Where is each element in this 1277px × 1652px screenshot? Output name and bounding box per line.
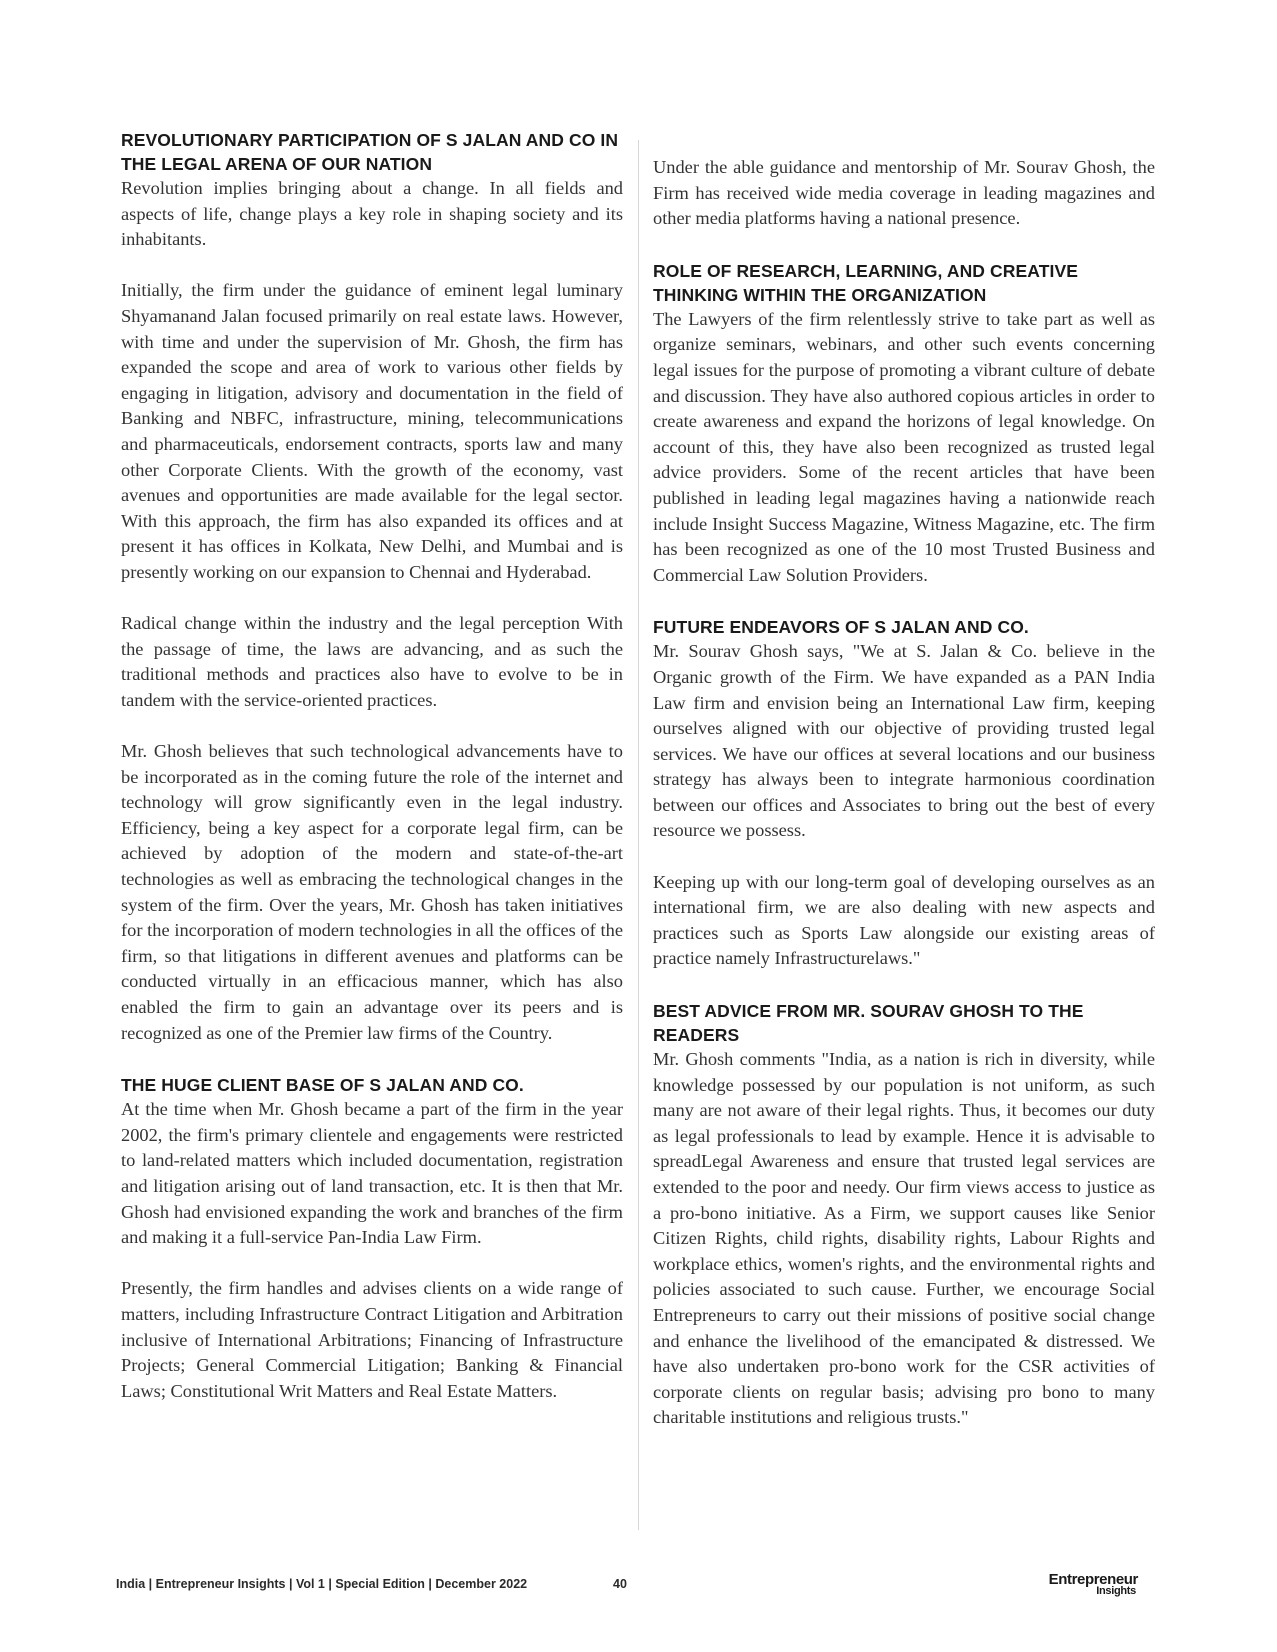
paragraph: Revolution implies bringing about a change. In all fields and aspects of life, change plays a key role in shaping society and its inhabitants. — [121, 178, 623, 250]
section-heading-research-learning: ROLE OF RESEARCH, LEARNING, AND CREATIVE THINKING WITHIN THE ORGANIZATION — [653, 260, 1078, 305]
section-heading-best-advice: BEST ADVICE FROM MR. SOURAV GHOSH TO THE READERS — [653, 1001, 1084, 1046]
section-heading-future-endeavors: FUTURE ENDEAVORS OF S JALAN AND CO. — [653, 617, 1029, 638]
paragraph: Under the able guidance and mentorship of Mr. Sourav Ghosh, the Firm has received wide media coverage in leading magazines and other media platforms having a national presence. — [653, 157, 1155, 229]
right-column — [653, 155, 1155, 1431]
paragraph: Mr. Ghosh comments "India, as a nation is rich in diversity, while knowledge possessed by our population is not uniform, as such many are not aware of their legal rights. Thus, it becomes our duty as legal professionals to lead by example. Hence it is advisable to spreadLegal Awareness and ensure that trusted legal services are extended to the poor and needy. Our firm views access to justice as a pro-bono initiative. As a Firm, we support causes like Senior Citizen Rights, child rights, disability rights, Labour Rights and workplace ethics, women's rights, and the environmental rights and policies associated to such cause. Further, we encourage Social Entrepreneurs to carry out their missions of positive social change and enhance the livelihood of the emancipated & distressed. We have also undertaken pro-bono work for the CSR activities of corporate clients on regular basis; advising pro bono to many charitable institutions and religious trusts." — [653, 1049, 1155, 1428]
paragraph: Keeping up with our long-term goal of developing ourselves as an international firm, we are also dealing with new aspects and practices such as Sports Law alongside our existing areas of practice namely Infrastructurelaws." — [653, 871, 1155, 969]
page-number: 40 — [613, 1577, 627, 1591]
paragraph: At the time when Mr. Ghosh became a part of the firm in the year 2002, the firm's primary clientele and engagements were restricted to land-related matters which included documentation, registration and litigation arising out of land transaction, etc. It is then that Mr. Ghosh had envisioned expanding the work and branches of the firm and making it a full-service Pan-India Law Firm. — [121, 1099, 623, 1248]
logo-text-bottom: Insights — [1096, 1585, 1136, 1597]
paragraph: Radical change within the industry and the legal perception With the passage of time, the laws are advancing, and as such the traditional methods and practices also have to evolve to be in tandem with the service-oriented practices. — [121, 613, 623, 710]
paragraph: Presently, the firm handles and advises clients on a wide range of matters, including Infrastructure Contract Litigation and Arbitration inclusive of International Arbitrations; Financing of Infrastructure Projects; General Commercial Litigation; Banking & Financial Laws; Constitutional Writ Matters and Real Estate Matters. — [121, 1278, 623, 1401]
section-heading-revolutionary-participation: REVOLUTIONARY PARTICIPATION OF S JALAN AND CO IN THE LEGAL ARENA OF OUR NATION — [121, 130, 619, 174]
paragraph: Mr. Sourav Ghosh says, "We at S. Jalan & Co. believe in the Organic growth of the Firm. We have expanded as a PAN India Law firm and envision being an International Law firm, keeping ourselves aligned with our objective of providing trusted legal services. We have our offices at several locations and our business strategy has always been to integrate harmonious coordination between our offices and Associates to bring out the best of every resource we possess. — [653, 641, 1155, 841]
paragraph: Initially, the firm under the guidance of eminent legal luminary Shyamanand Jalan focused primarily on real estate laws. However, with time and under the supervision of Mr. Ghosh, the firm has expanded the scope and area of work to various other fields by engaging in litigation, advisory and documentation in the field of Banking and NBFC, infrastructure, mining, telecommunications and pharmaceuticals, endorsement contracts, sports law and many other Corporate Clients. With the growth of the economy, vast avenues and opportunities are made available for the legal sector. With this approach, the firm has also expanded its offices and at present it has offices in Kolkata, New Delhi, and Mumbai and is presently working on our expansion to Chennai and Hyderabad. — [121, 280, 623, 582]
paragraph: The Lawyers of the firm relentlessly strive to take part as well as organize seminars, webinars, and other such events concerning legal issues for the purpose of promoting a vibrant culture of debate and discussion. They have also authored copious articles in order to create awareness and expand the horizons of legal knowledge. On account of this, they have also been recognized as trusted legal advice providers. Some of the recent articles that have been published in leading legal magazines having a nationwide reach include Insight Success Magazine, Witness Magazine, etc. The firm has been recognized as one of the 10 most Trusted Business and Commercial Law Solution Providers. — [653, 308, 1155, 585]
section-heading-client-base: THE HUGE CLIENT BASE OF S JALAN AND CO. — [121, 1075, 524, 1096]
column-divider — [638, 140, 639, 1530]
paragraph: Mr. Ghosh believes that such technological advancements have to be incorporated as in the coming future the role of the internet and technology will grow significantly even in the legal industry. Efficiency, being a key aspect for a corporate legal firm, can be achieved by adoption of the modern and state-of-the-art technologies as well as embracing the technological changes in the system of the firm. Over the years, Mr. Ghosh has taken initiatives for the incorporation of modern technologies in all the offices of the firm, so that litigations in different avenues and platforms can be conducted virtually in an efficacious manner, which has also enabled the firm to gain an advantage over its peers and is recognized as one of the Premier law firms of the Country. — [121, 741, 623, 1043]
entrepreneur-insights-logo — [1038, 1572, 1138, 1597]
logo-text-top: Entrepreneur — [1048, 1571, 1138, 1588]
footer-publication-info: India | Entrepreneur Insights | Vol 1 | Special Edition | December 2022 — [116, 1577, 528, 1591]
left-column — [121, 128, 623, 1404]
